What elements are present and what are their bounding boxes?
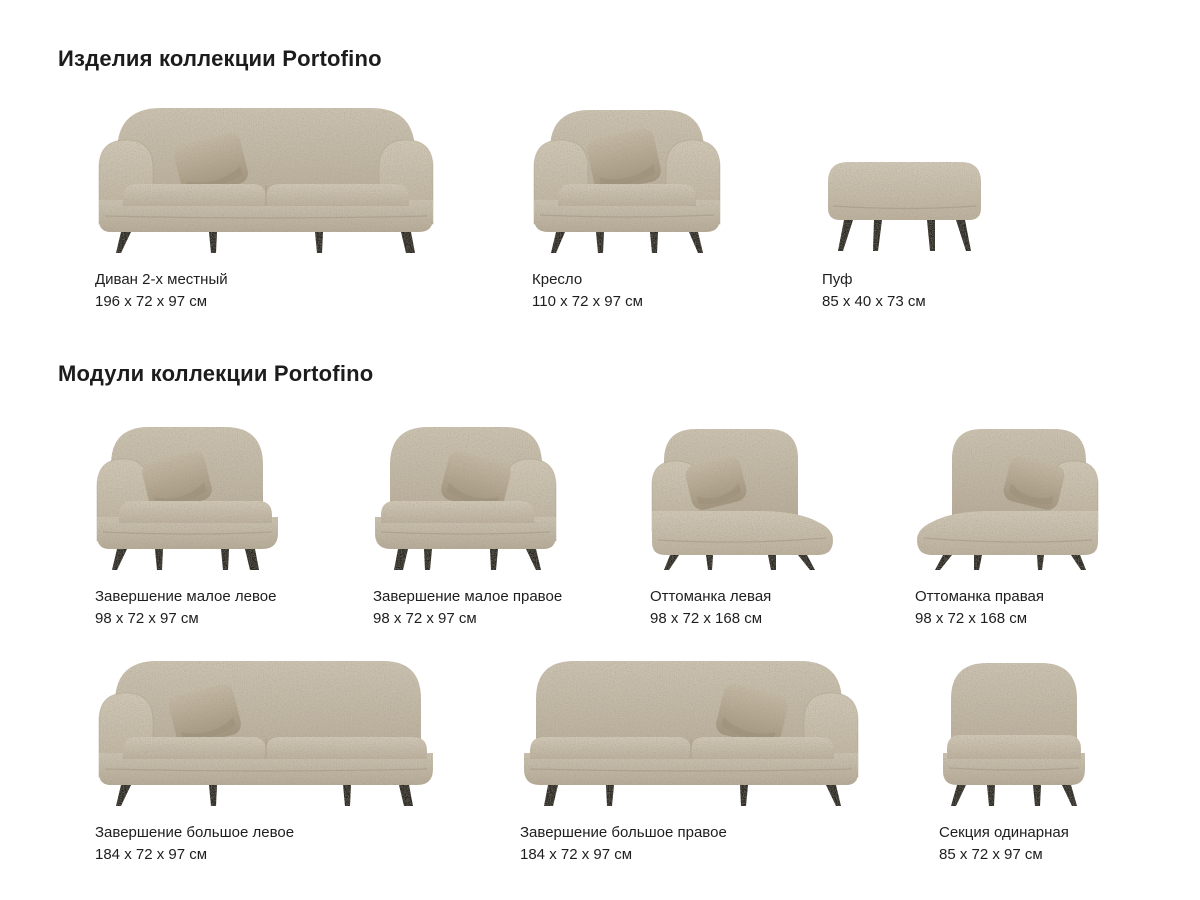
armchair-illustration [532,102,722,254]
section-title-modules: Модули коллекции Portofino [58,361,374,386]
module-end-large-left-illustration [95,655,437,807]
product-dimensions: 98 x 72 x 97 см [95,609,199,627]
product-dimensions: 196 x 72 x 97 см [95,292,208,310]
module-ottoman-right-illustration [915,419,1100,571]
product-card[interactable] [95,102,437,313]
product-name: Завершение большое правое [520,824,727,841]
module-single-section-illustration [939,655,1089,807]
product-card[interactable] [95,655,437,866]
module-end-large-right-illustration [520,655,862,807]
product-name: Завершение малое левое [95,588,277,605]
product-dimensions: 98 x 72 x 168 см [650,609,763,627]
module-ottoman-left-illustration [650,419,835,571]
product-name: Завершение малое правое [373,588,563,605]
section-title-products: Изделия коллекции Portofino [58,46,382,71]
product-card[interactable] [915,419,1100,630]
product-name: Пуф [822,271,853,288]
product-dimensions: 85 x 72 x 97 см [939,845,1043,863]
product-card[interactable] [650,419,835,630]
product-name: Оттоманка левая [650,588,772,605]
product-name: Диван 2-х местный [95,271,228,288]
product-card[interactable] [373,419,563,630]
product-name: Оттоманка правая [915,588,1044,605]
product-dimensions: 110 x 72 x 97 см [532,292,643,310]
product-dimensions: 184 x 72 x 97 см [520,845,633,863]
product-card[interactable] [520,655,862,866]
product-card[interactable] [939,655,1089,866]
product-card[interactable] [532,102,722,313]
module-end-small-left-illustration [95,419,280,571]
product-name: Кресло [532,271,583,288]
product-name: Секция одинарная [939,824,1069,841]
product-dimensions: 98 x 72 x 97 см [373,609,477,627]
sofa-two-seater-illustration [95,102,437,254]
product-dimensions: 184 x 72 x 97 см [95,845,208,863]
product-name: Завершение большое левое [95,824,295,841]
product-dimensions: 85 x 40 x 73 см [822,292,926,310]
product-card[interactable] [95,419,280,630]
module-end-small-right-illustration [373,419,558,571]
pouf-illustration [822,102,987,254]
product-dimensions: 98 x 72 x 168 см [915,609,1028,627]
product-card[interactable] [822,102,987,313]
